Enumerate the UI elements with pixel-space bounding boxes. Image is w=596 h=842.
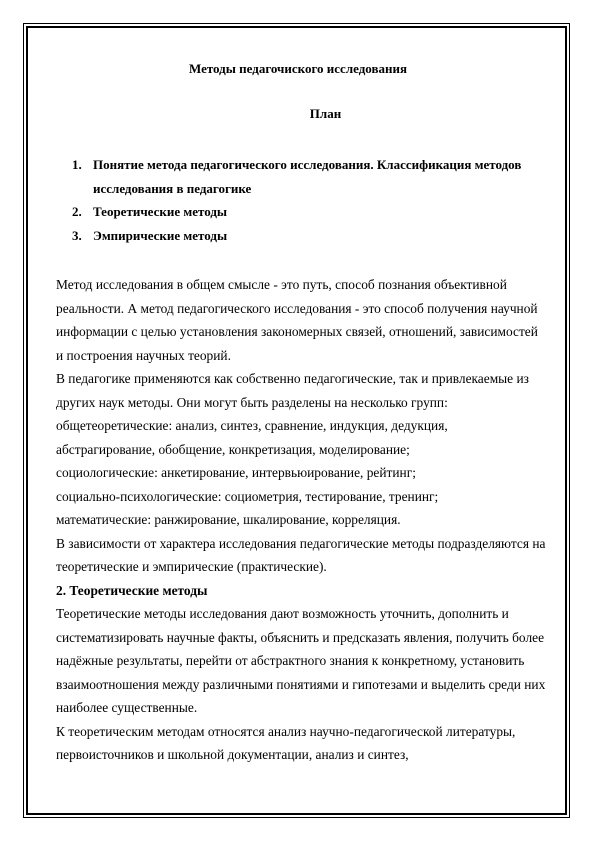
toc-number: 1. bbox=[72, 157, 82, 172]
document-body bbox=[56, 273, 546, 767]
paragraph: Метод исследования в общем смысле - это путь, способ познания объективной реальности. А метод педагогического исследования - это способ получения научной информации с целью установления закономерных связей, отношений, зависимостей и построения научных теорий. bbox=[56, 277, 538, 363]
plan-heading: План bbox=[309, 106, 342, 121]
section-heading: 2. Теоретические методы bbox=[56, 582, 208, 598]
toc-text: Понятие метода педагогического исследования. Классификация методов исследования в педагогике bbox=[93, 157, 522, 196]
document-title: Методы педагочиского исследования bbox=[188, 61, 408, 76]
toc-text: Эмпирические методы bbox=[93, 227, 228, 243]
toc-number: 3. bbox=[72, 227, 82, 243]
paragraph: В педагогике применяются как собственно педагогические, так и привлекаемые из других наук методы. Они могут быть разделены на несколько групп: bbox=[56, 371, 529, 410]
toc-item bbox=[72, 224, 542, 248]
paragraph: В зависимости от характера исследования педагогические методы подразделяются на теоретические и эмпирические (практические). bbox=[56, 535, 546, 574]
toc-number: 2. bbox=[72, 204, 82, 219]
paragraph: К теоретическим методам относятся анализ научно-педагогической литературы, первоисточников и школьной документации, анализ и синтез, bbox=[56, 723, 516, 762]
toc-item bbox=[72, 200, 542, 224]
paragraph: Теоретические методы исследования дают возможность уточнить, дополнить и систематизировать научные факты, объяснить и предсказать явления, получить более надёжные результаты, перейти от абстрактного знания к конкретному, установить взаимоотношения между различными понятиями и гипотезами и выделить среди них наиболее существенные. bbox=[56, 606, 546, 715]
paragraph: социологические: анкетирование, интервьюирование, рейтинг; bbox=[56, 465, 416, 480]
paragraph: социально-психологические: социометрия, тестирование, тренинг; bbox=[56, 488, 439, 504]
toc-item bbox=[72, 153, 542, 200]
paragraph: общетеоретические: анализ, синтез, сравнение, индукция, дедукция, абстрагирование, обобщение, конкретизация, моделирование; bbox=[56, 418, 448, 457]
table-of-contents bbox=[72, 153, 542, 247]
toc-text: Теоретические методы bbox=[93, 204, 228, 219]
paragraph: математические: ранжирование, шкалирование, корреляция. bbox=[56, 512, 401, 527]
